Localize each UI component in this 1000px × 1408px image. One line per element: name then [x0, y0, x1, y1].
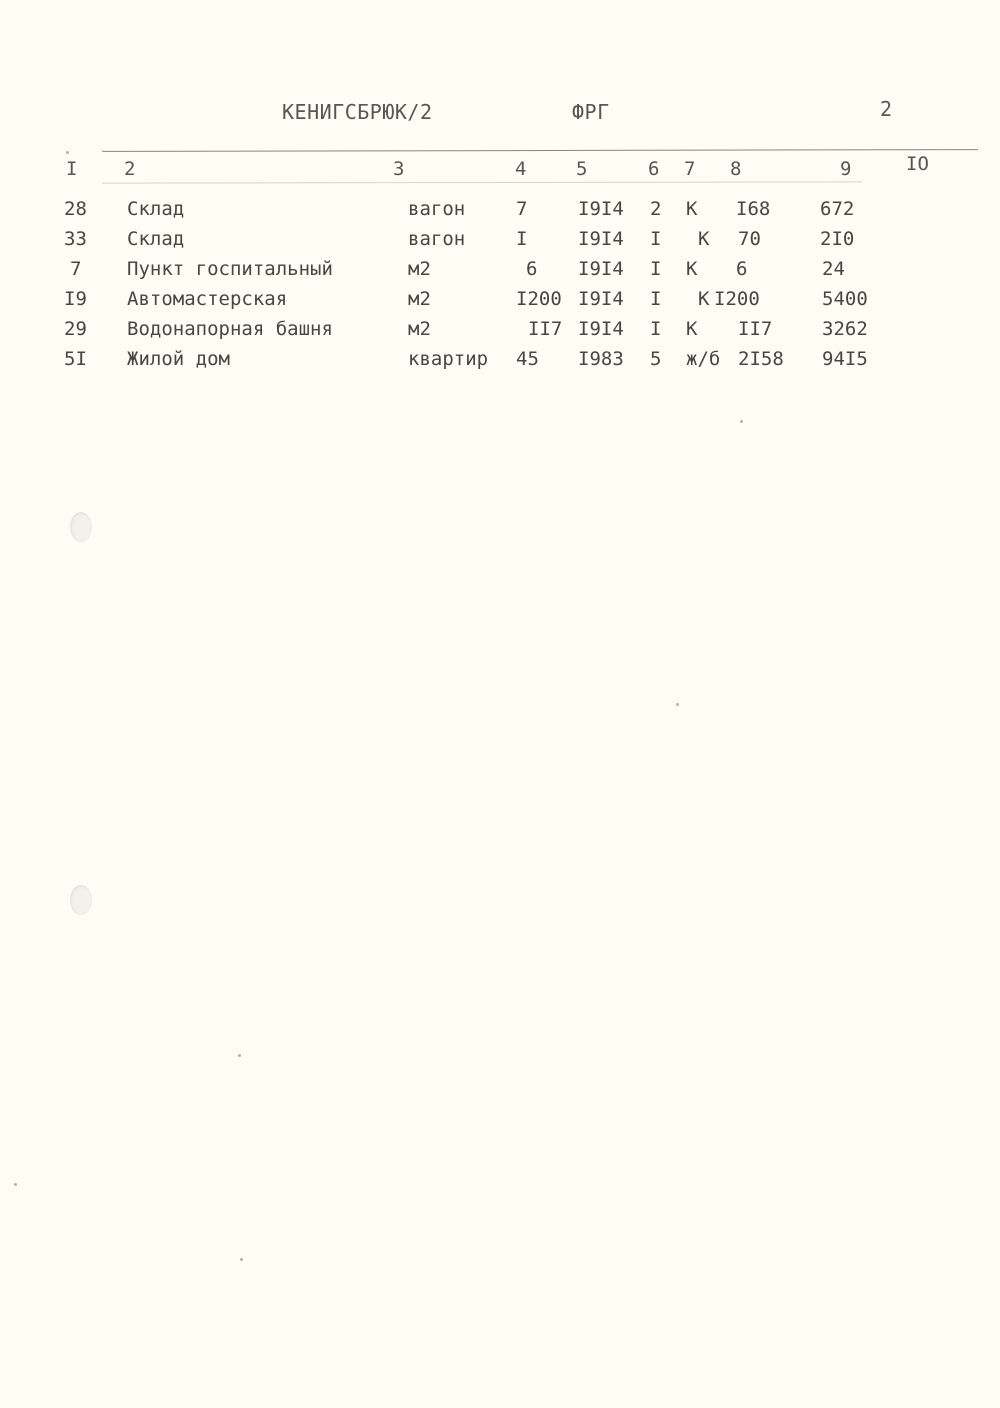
table-row	[0, 198, 1000, 228]
punch-hole-lower	[70, 885, 92, 915]
cell-number: 28	[64, 198, 87, 220]
cell-col6: 5	[650, 348, 662, 370]
column-header-7: 7	[684, 158, 696, 180]
cell-name: Склад	[127, 228, 185, 250]
cell-material: К	[686, 318, 698, 340]
paper-speck	[14, 1183, 17, 1186]
cell-col8: II7	[738, 318, 773, 340]
cell-unit: м2	[408, 318, 431, 340]
column-header-1: I	[66, 158, 78, 180]
cell-unit: квартир	[408, 348, 489, 370]
cell-col9: 5400	[822, 288, 868, 310]
column-header-4: 4	[515, 158, 527, 180]
cell-col8: 2I58	[738, 348, 784, 370]
column-header-6: 6	[648, 158, 660, 180]
column-rule	[102, 181, 862, 183]
cell-material: К	[698, 288, 710, 310]
cell-year: I9I4	[578, 198, 624, 220]
document-title: КЕНИГСБРЮК/2	[282, 100, 433, 124]
cell-material: К	[698, 228, 710, 250]
paper-speck	[740, 420, 743, 423]
header-rule	[102, 149, 978, 152]
cell-col8: 70	[738, 228, 761, 250]
cell-col9: 94I5	[822, 348, 868, 370]
cell-col9: 3262	[822, 318, 868, 340]
cell-name: Пункт госпитальный	[127, 258, 333, 280]
cell-number: 7	[70, 258, 82, 280]
paper-speck	[240, 1258, 243, 1261]
cell-quantity: I	[516, 228, 528, 250]
table-row	[0, 288, 1000, 318]
column-header-3: 3	[393, 158, 405, 180]
punch-hole-upper	[70, 512, 92, 542]
cell-year: I9I4	[578, 228, 624, 250]
cell-quantity: I200	[516, 288, 562, 310]
cell-name: Склад	[127, 198, 185, 220]
cell-col6: I	[650, 228, 662, 250]
table-row	[0, 348, 1000, 378]
cell-material: ж/б	[686, 348, 721, 370]
cell-unit: вагон	[408, 228, 466, 250]
column-header-9: 9	[840, 158, 852, 180]
cell-unit: вагон	[408, 198, 466, 220]
cell-col6: I	[650, 258, 662, 280]
paper-speck	[238, 1054, 241, 1057]
cell-quantity: 6	[526, 258, 538, 280]
column-header-8: 8	[730, 158, 742, 180]
cell-number: 5I	[64, 348, 87, 370]
cell-year: I9I4	[578, 318, 624, 340]
table-row	[0, 228, 1000, 258]
cell-year: I983	[578, 348, 624, 370]
cell-number: 29	[64, 318, 87, 340]
cell-col8: I68	[736, 198, 771, 220]
cell-col9: 672	[820, 198, 855, 220]
table-row	[0, 258, 1000, 288]
cell-col6: 2	[650, 198, 662, 220]
cell-col8: I200	[714, 288, 760, 310]
cell-col8: 6	[736, 258, 748, 280]
cell-material: К	[686, 198, 698, 220]
column-header-5: 5	[576, 158, 588, 180]
cell-name: Водонапорная башня	[127, 318, 333, 340]
column-header-10: IO	[906, 153, 929, 175]
cell-col9: 24	[822, 258, 845, 280]
cell-number: I9	[64, 288, 87, 310]
paper-speck	[676, 703, 679, 706]
cell-quantity: 45	[516, 348, 539, 370]
cell-col6: I	[650, 318, 662, 340]
cell-quantity: II7	[528, 318, 563, 340]
cell-col6: I	[650, 288, 662, 310]
cell-year: I9I4	[578, 288, 624, 310]
paper-speck	[66, 151, 69, 154]
table-row	[0, 318, 1000, 348]
country-label: ФРГ	[572, 100, 610, 124]
cell-unit: м2	[408, 258, 431, 280]
page-number: 2	[880, 97, 893, 121]
cell-name: Жилой дом	[127, 348, 230, 370]
cell-col9: 2I0	[820, 228, 855, 250]
cell-number: 33	[64, 228, 87, 250]
cell-quantity: 7	[516, 198, 528, 220]
cell-year: I9I4	[578, 258, 624, 280]
cell-unit: м2	[408, 288, 431, 310]
cell-name: Автомастерская	[127, 288, 288, 310]
column-header-2: 2	[124, 158, 136, 180]
cell-material: К	[686, 258, 698, 280]
